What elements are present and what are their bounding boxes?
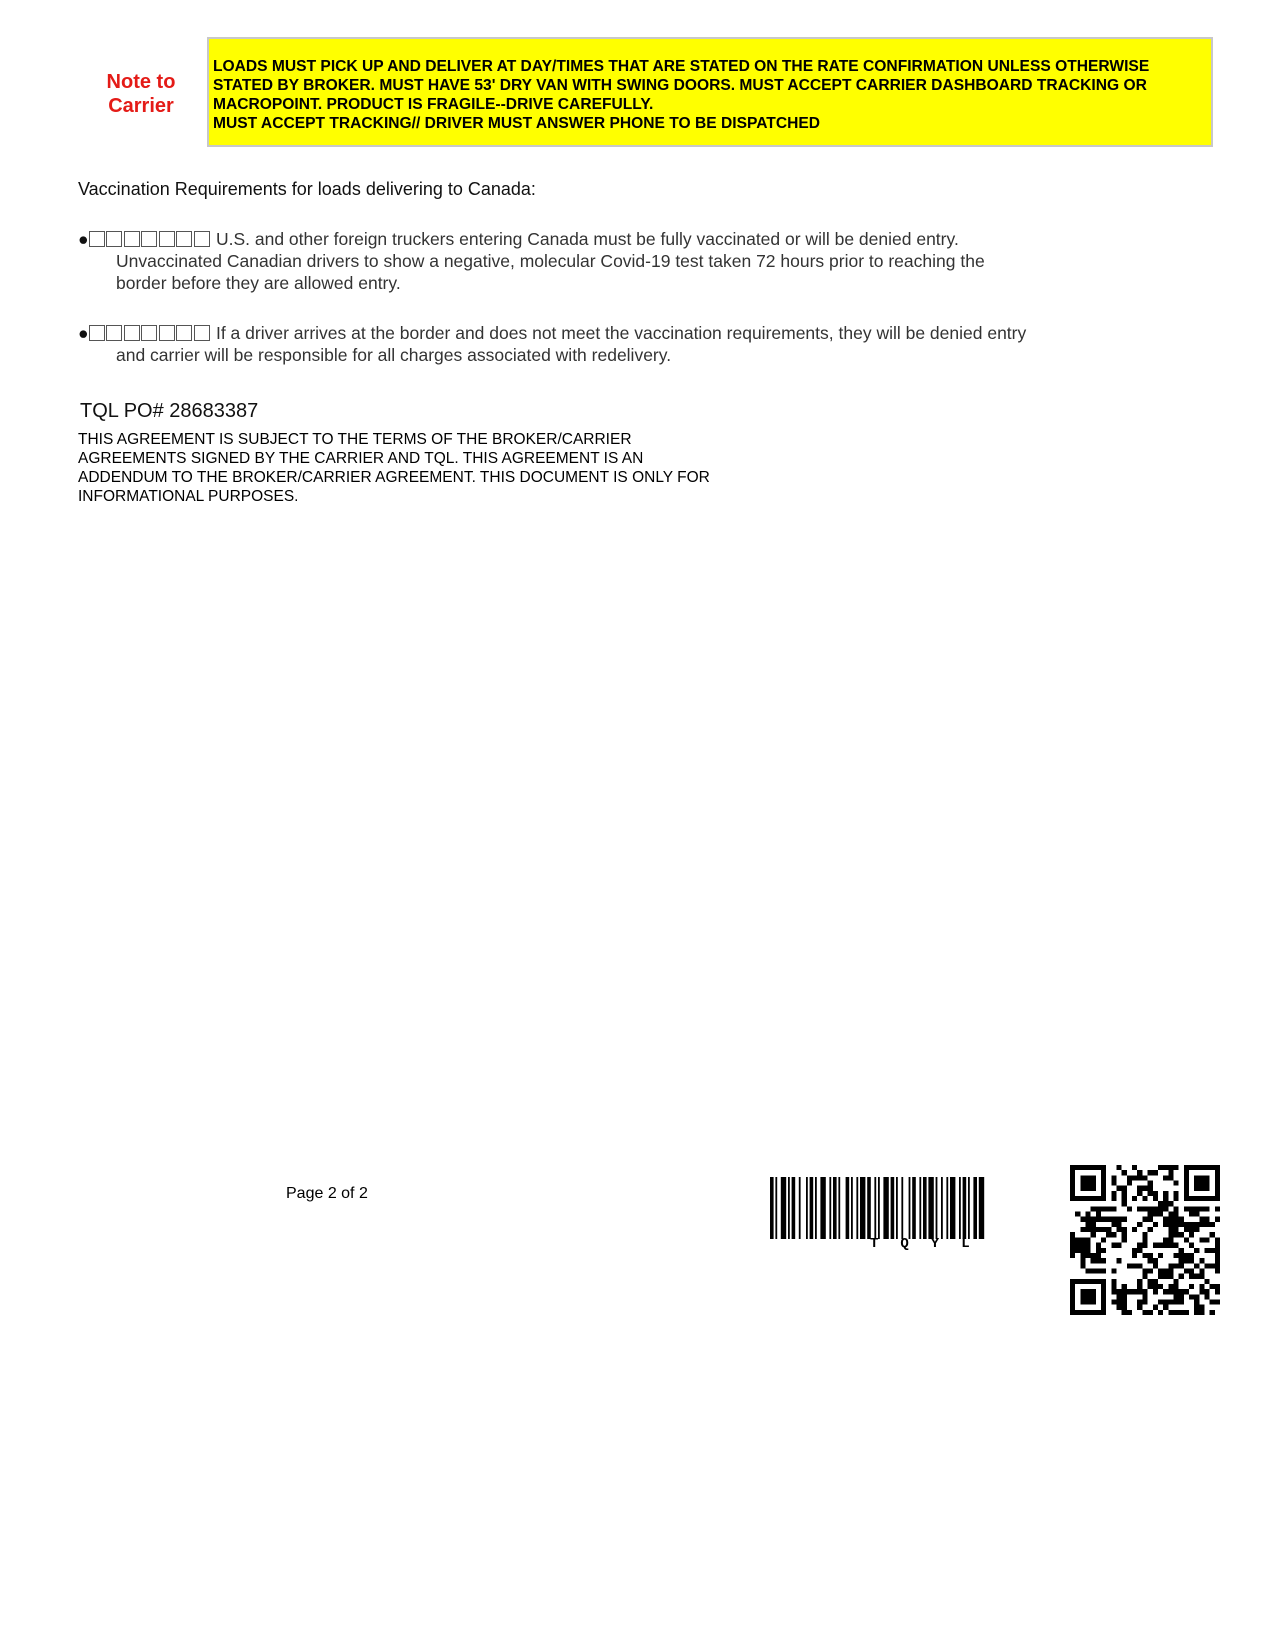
agreement-line-2: AGREEMENTS SIGNED BY THE CARRIER AND TQL. THIS AGREEMENT IS AN — [78, 450, 644, 467]
bullet-1-line-2: Unvaccinated Canadian drivers to show a negative, molecular Covid-19 test taken 72 hours prior to reaching the — [116, 251, 985, 271]
carrier-note-box — [207, 37, 1213, 147]
qr-code-image — [1070, 1165, 1220, 1315]
page-number: Page 2 of 2 — [286, 1185, 368, 1202]
agreement-text — [78, 430, 778, 506]
note-line-3: MACROPOINT. PRODUCT IS FRAGILE--DRIVE CAREFULLY. — [213, 96, 654, 113]
barcode-caption: TQYL — [870, 1236, 992, 1252]
bullet-2-line-2: and carrier will be responsible for all charges associated with redelivery. — [116, 345, 672, 365]
note-line-1: LOADS MUST PICK UP AND DELIVER AT DAY/TIMES THAT ARE STATED ON THE RATE CONFIRMATION UNLESS OTHERWISE — [213, 58, 1150, 75]
vaccination-bullet-2 — [78, 322, 1026, 366]
note-label-line-2: Carrier — [108, 95, 174, 117]
agreement-line-4: INFORMATIONAL PURPOSES. — [78, 488, 299, 505]
note-label-line-1: Note to — [106, 71, 176, 93]
agreement-line-3: ADDENDUM TO THE BROKER/CARRIER AGREEMENT. THIS DOCUMENT IS ONLY FOR — [78, 469, 710, 486]
bullet-1-line-3: border before they are allowed entry. — [116, 273, 401, 293]
vaccination-title: Vaccination Requirements for loads delivering to Canada: — [78, 179, 536, 199]
note-to-carrier-label — [96, 70, 186, 118]
missing-glyph-boxes — [89, 229, 212, 249]
agreement-line-1: THIS AGREEMENT IS SUBJECT TO THE TERMS OF THE BROKER/CARRIER — [78, 431, 632, 448]
bullet-dot: ● — [78, 229, 89, 249]
note-line-2: STATED BY BROKER. MUST HAVE 53' DRY VAN WITH SWING DOORS. MUST ACCEPT CARRIER DASHBOARD TRACKING OR — [213, 77, 1147, 94]
bullet-1-line-1: U.S. and other foreign truckers entering Canada must be fully vaccinated or will be denied entry. — [215, 229, 959, 249]
barcode-image — [770, 1177, 1055, 1239]
note-line-4: MUST ACCEPT TRACKING// DRIVER MUST ANSWER PHONE TO BE DISPATCHED — [213, 115, 821, 132]
bullet-2-line-1: If a driver arrives at the border and does not meet the vaccination requirements, they will be denied entry — [215, 323, 1027, 343]
vaccination-bullet-1 — [78, 228, 985, 294]
tql-po-number: TQL PO# 28683387 — [80, 400, 259, 422]
missing-glyph-boxes — [89, 323, 212, 343]
bullet-dot: ● — [78, 323, 89, 343]
